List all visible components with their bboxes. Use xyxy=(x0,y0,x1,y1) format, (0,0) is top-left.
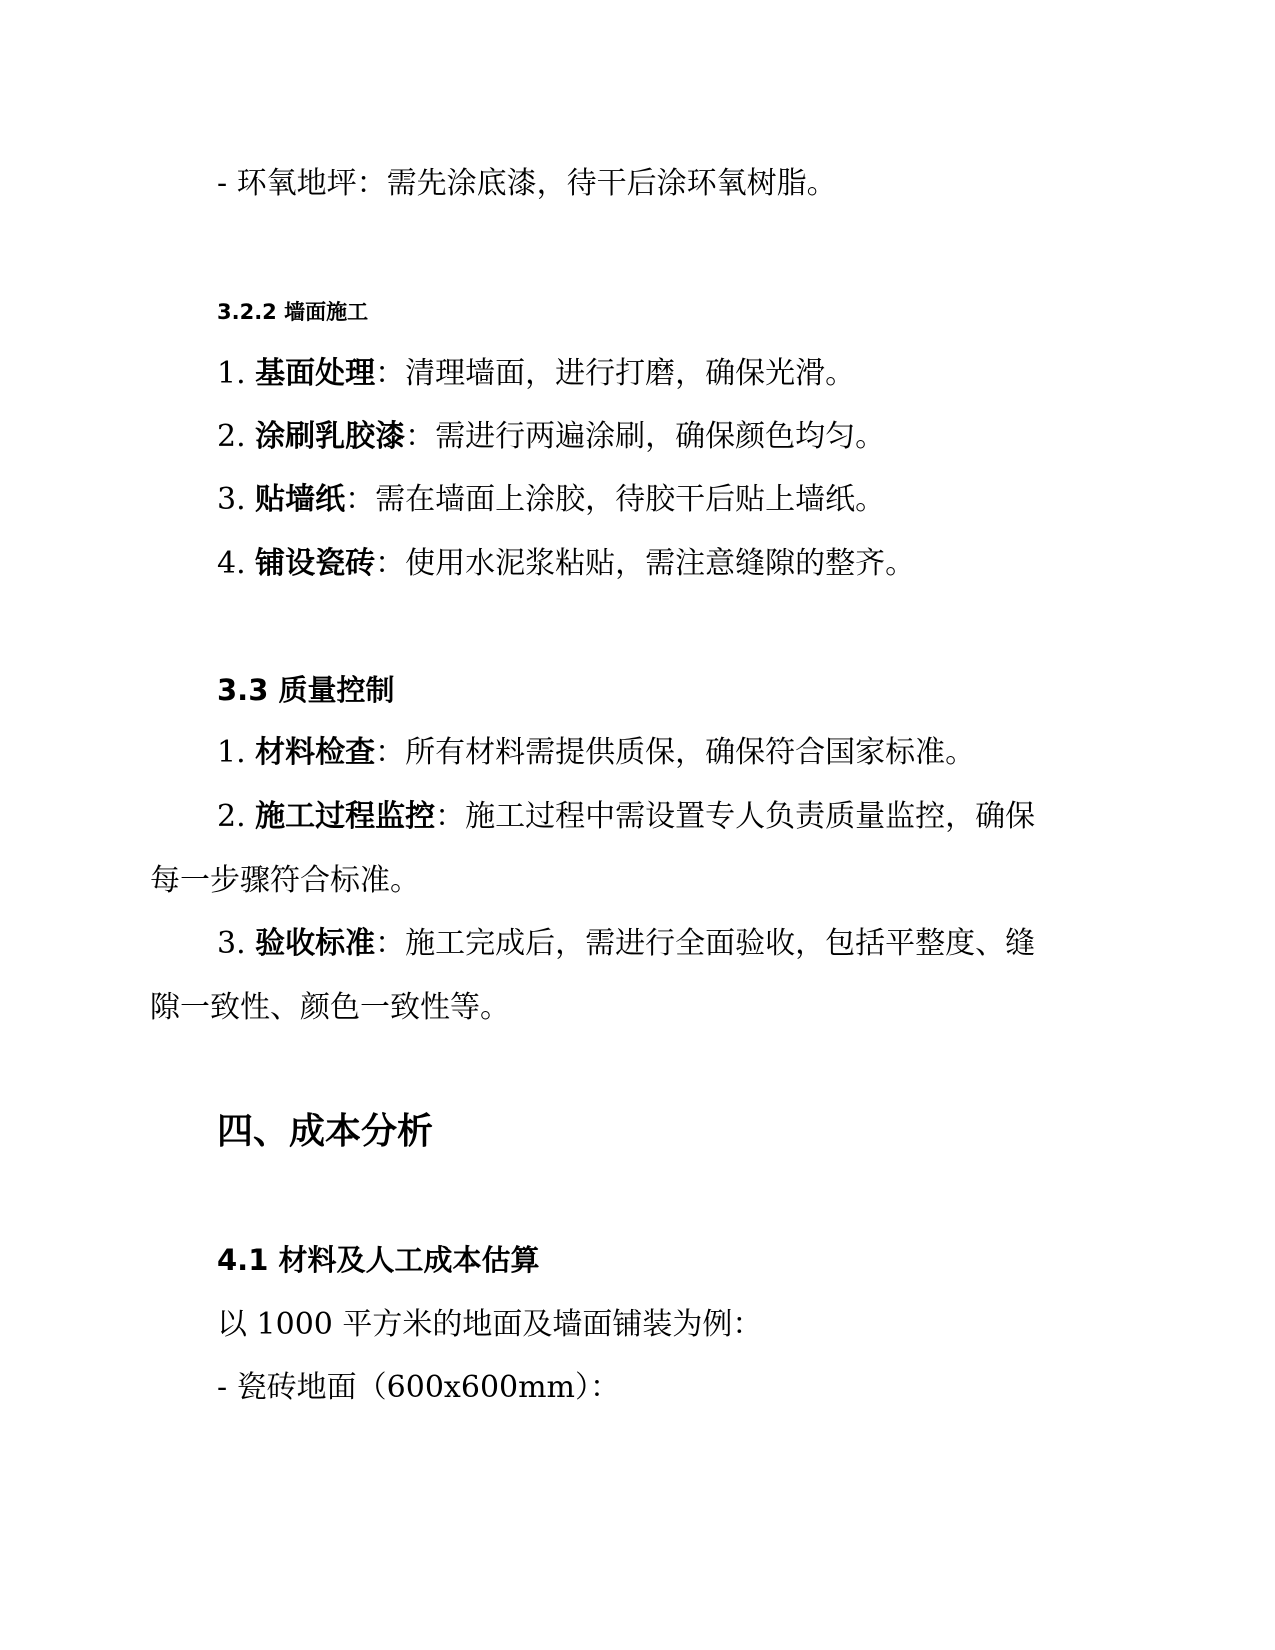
list-item xyxy=(217,797,1187,837)
item-number: 3. xyxy=(217,482,256,517)
item-term: 施工过程监控 xyxy=(255,799,436,834)
item-text: ：使用水泥浆粘贴，需注意缝隙的整齐。 xyxy=(375,546,916,581)
item-text: ：所有材料需提供质保，确保符合国家标准。 xyxy=(375,735,976,770)
list-item xyxy=(217,544,1187,584)
item-text: ：清理墙面，进行打磨，确保光滑。 xyxy=(375,356,856,391)
item-term: 验收标准 xyxy=(255,926,376,961)
item-number: 1. xyxy=(217,735,256,770)
list-item xyxy=(217,733,1187,773)
section-3-2-2-title: 3.2.2 墙面施工 xyxy=(217,300,369,324)
item-text: ：需在墙面上涂胶，待胶干后贴上墙纸。 xyxy=(345,482,886,517)
section-3-3-title: 3.3 质量控制 xyxy=(217,673,395,707)
list-item xyxy=(217,924,1187,964)
list-item xyxy=(217,354,1187,394)
item-text: ：需进行两遍涂刷，确保颜色均匀。 xyxy=(405,419,886,454)
section-4-1-intro: 以 1000 平方米的地面及墙面铺装为例： xyxy=(217,1307,763,1342)
item-number: 2. xyxy=(217,799,256,834)
item-number: 1. xyxy=(217,356,256,391)
item-number: 2. xyxy=(217,419,256,454)
tile-floor-item: - 瓷砖地面（600x600mm）： xyxy=(217,1370,621,1405)
item-text: ：施工完成后，需进行全面验收，包括平整度、缝 xyxy=(375,926,1036,961)
item-text: ：施工过程中需设置专人负责质量监控，确保 xyxy=(435,799,1036,834)
item-term: 材料检查 xyxy=(255,735,376,770)
section-4-1-title: 4.1 材料及人工成本估算 xyxy=(217,1243,540,1277)
chapter-4-title: 四、成本分析 xyxy=(217,1111,434,1152)
list-item xyxy=(217,480,1187,520)
item-term: 铺设瓷砖 xyxy=(255,546,376,581)
list-item-continuation: 隙一致性、颜色一致性等。 xyxy=(150,990,510,1025)
list-item xyxy=(217,417,1187,457)
item-term: 基面处理 xyxy=(255,356,376,391)
list-item-continuation: 每一步骤符合标准。 xyxy=(150,863,420,898)
item-term: 涂刷乳胶漆 xyxy=(255,419,406,454)
item-number: 3. xyxy=(217,926,256,961)
epoxy-floor-line: - 环氧地坪：需先涂底漆，待干后涂环氧树脂。 xyxy=(217,166,837,201)
item-term: 贴墙纸 xyxy=(255,482,346,517)
item-number: 4. xyxy=(217,546,256,581)
